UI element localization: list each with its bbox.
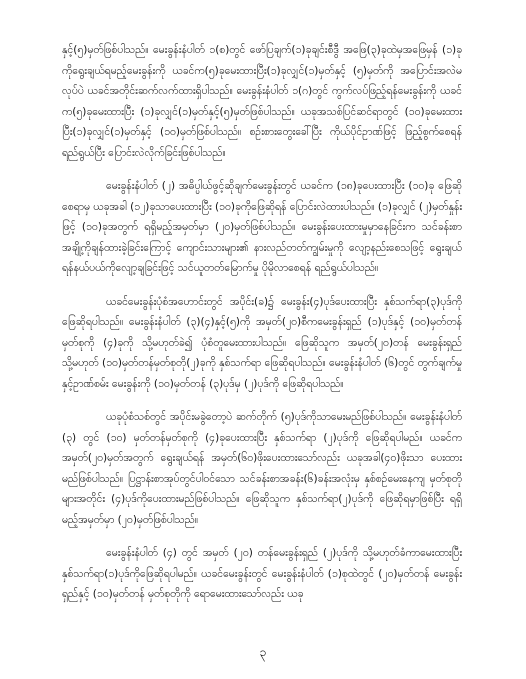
page-number: ၃ bbox=[259, 645, 267, 659]
paragraph-3: ယခင်မေးခွန်းပုံစံအဟောင်းတွင် အပိုင်း(ခ)၌ မေးခွန်း(၄)ပုဒ်ပေးထားပြီး နှစ်သက်ရာ(၃)ပုဒ်ကိုဖြေဆိုရပါသည်။ မေးခွန်းနံပါတ် (၃)(၄)နှင့်(၅)ကို အမှတ်(၂၀)စီကမေးခွန်းရှည် (၁)ပုဒ်နှင့် (၁၀)မှတ်တန်မှတ်စုကို (၄)ခုကို သို့မဟုတ်ခဲ၍ ပုံစံတူမေးထားပါသည်။ ဖြေဆိုသူက အမှတ်(၂၀)တန် မေးခွန်းရှည် သို့မဟုတ် (၁၀)မှတ်တန်မှတ်စုတို(၂)ခုကို နှစ်သက်ရာ ဖြေဆိုရပါသည်။ မေးခွန်းနံပါတ် (၆)တွင် တွက်ချက်မှုနှင့်ဥာဏ်စမ်း မေးခွန်းကို (၁၀)မှတ်တန် (၃)ပုဒ်မှ (၂)ပုဒ်ကို ဖြေဆိုရပါသည်။ bbox=[62, 295, 462, 390]
paragraph-1: နှင့်(၅)မှတ်ဖြစ်ပါသည်။ မေးခွန်းနံပါတ် ၁(စ)တွင် ဖော်ပြချက်(၁)ခုချင်းစီဒွီ အဖြေ(၃)ခုထဲမှအဖြေမှန် (၁)ခုကိုရွေးချယ်ရမည့်မေးခွန်းကို ယခင်က(၅)ခုမေးထားပြီး(၁)ခုလျှင်(၁)မှတ်နှင့် (၅)မှတ်ကို အပြောင်းအလဲမလုပ်ပဲ ယခင်အတိုင်းဆက်လက်ထားရှိပါသည်။ မေးခွန်းနံပါတ် ၁(ဂ)တွင် ကွက်လပ်ဖြည့်ရန်မေးခွန်းကို ယခင်က(၅)ခုမေးထားပြီး (၁)ခုလျှင်(၁)မှတ်နှင့်(၅)မှတ်ဖြစ်ပါသည်။ ယခုအသစ်ပြင်ဆင်ရာတွင် (၁၀)ခုမေးထားပြီး(၁)ခုလျှင်(၁)မှတ်နှင့် (၁၀)မှတ်ဖြစ်ပါသည်။ စဉ်းစားတွေးခေါ်ပြီး ကိုယ်ပိုင်ဥာဏ်ဖြင့် ဖြည့်စွက်စေရန်ရည်ရွယ်ပြီး ပြောင်းလဲလိုက်ခြင်းဖြစ်ပါသည်။ bbox=[62, 44, 462, 159]
paragraph-5: မေးခွန်းနံပါတ် (၄) တွင် အမှတ် (၂၀) တန်မေးခွန်းရှည် (၂)ပုဒ်ကို သို့မဟုတ်ခံကာမေးထားပြီး နှစ်သက်ရာ(၁)ပုဒ်ကိုဖြေဆိုရပါမည်။ ယခင်မေးခွန်းတွင် မေးခွန်းနံပါတ် (၁)စုထဲတွင် (၂၀)မှတ်တန် မေးခွန်းရှည်နှင့် (၁၀)မှတ်တန် မှတ်စုတိုကို ရောမေးထားသော်လည်း ယခု bbox=[62, 547, 462, 600]
paragraph-2: မေးခွန်းနံပါတ် (၂) အဓိပ္ပါယ်ဖွင့်ဆိုချက်မေးခွန်းတွင် ယခင်က (၁၈)ခုပေးထားပြီး (၁၀)ခု ဖြေဆိုစေရာမှ ယခုအခါ (၁၂)ခုသာပေးထားပြီး (၁၀)ခုကိုဖြေဆိုရန် ပြောင်းလဲထားပါသည်။ (၁)ခုလျှင် (၂)မှတ်နှုန်းဖြင့် (၁၀)ခုအတွက် ရရှိမည့်အမှတ်မှာ (၂၀)မှတ်ဖြစ်ပါသည်။ မေးခွန်းပေးထားမှုမှာနေခြင်းက သင်ခန်းစာအချို့ကိုချန်ထားခဲ့ခြင်းကြောင့် ကျောင်းသားများ၏ နားလည်တတ်ကျွမ်းမှုကို လျော့နည်းစေသဖြင့် ရွေးချယ်ရန်နယ်ပယ်ကိုလျော့ချခြင်းဖြင့် သင်ယူတတ်မြောက်မှု ပိုမိုလာစေရန် ရည်ရွယ်ပါသည်။ bbox=[62, 180, 463, 274]
document-body bbox=[62, 40, 462, 618]
paragraph-4: ယခုပုံစံသစ်တွင် အပိုင်းမခွဲတော့ပဲ ဆက်တိုက် (၅)ပုဒ်ကိုသာမေးမည်ဖြစ်ပါသည်။ မေးခွန်းနံပါတ် (၃) တွင် (၁၀) မှတ်တန်မှတ်စုကို (၄)ခုပေးထားပြီး နှစ်သက်ရာ (၂)ပုဒ်ကို ဖြေဆိုရပါမည်။ ယခင်က အမှတ်(၂၀)မှတ်အတွက် ရွေးချယ်ရန် အမှတ်(၆၀)ဖိုးပေးထားသော်လည်း ယခုအခါ(၄၀)ဖိုးသာ ပေးထားမည်ဖြစ်ပါသည်။ ပြဋ္ဌာန်းစာအုပ်တွင်ပါဝင်သော သင်ခန်းစာအခန်း(၆)ခန်းအလုံးမှ နှစ်စဉ်မေးနေကျ မှတ်စုတိုများအတိုင်း (၄)ပုဒ်ကိုပေးထားမည်ဖြစ်ပါသည်။ ဖြေဆိုသူက နှစ်သက်ရာ(၂)ပုဒ်ကို ဖြေဆိုရမှာဖြစ်ပြီး ရရှိမည့်အမှတ်မှာ (၂၀)မှတ်ဖြစ်ပါသည်။ bbox=[62, 411, 462, 526]
